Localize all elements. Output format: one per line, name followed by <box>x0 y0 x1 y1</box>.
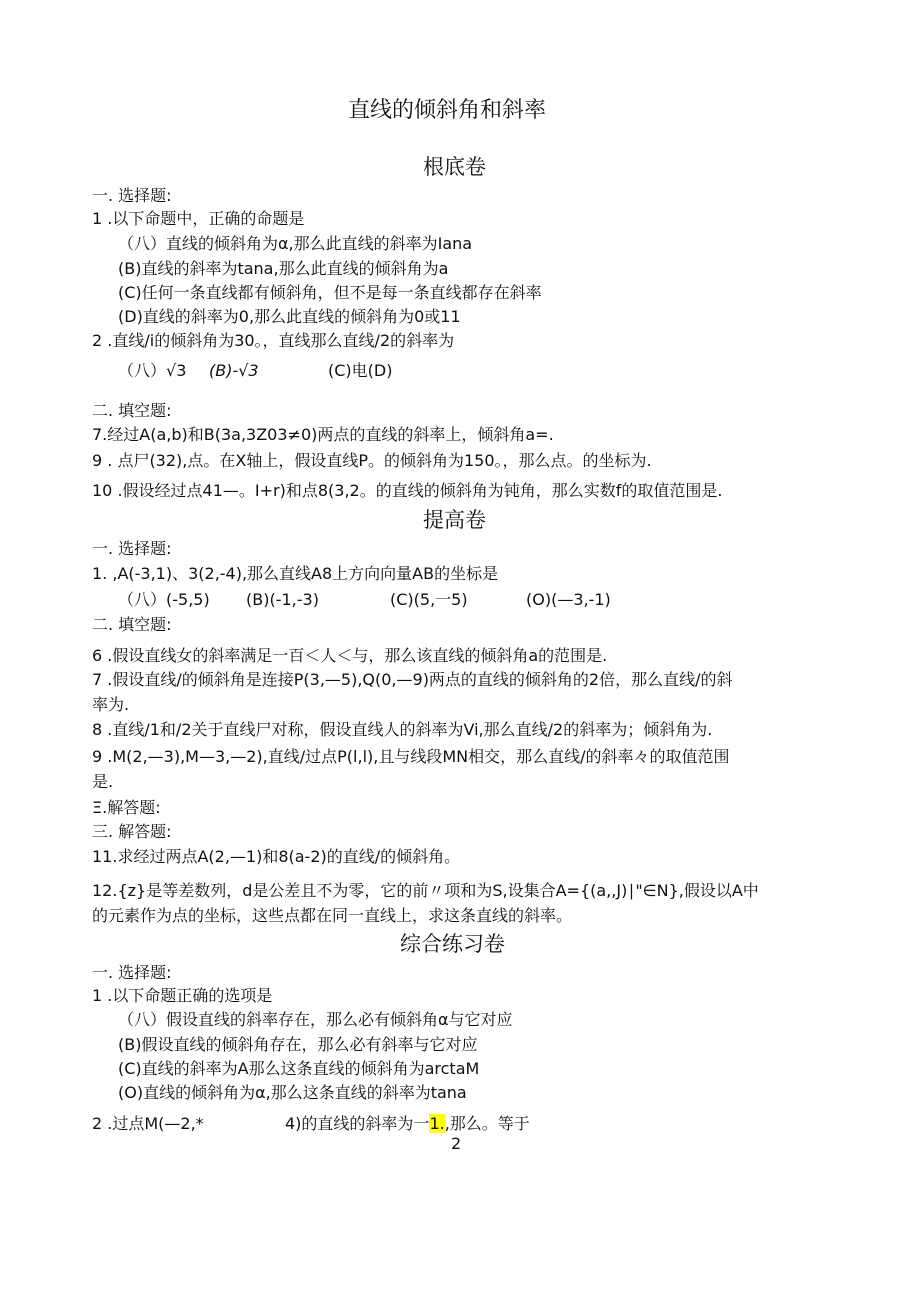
question-6: 6 .假设直线女的斜率满足一百＜人＜与，那么该直线的倾斜角a的范围是. <box>92 646 608 665</box>
question-7-line-2: 率为. <box>92 695 130 714</box>
fraction-denominator: 2 <box>451 1134 462 1153</box>
part-heading: Ξ.解答题: <box>92 798 161 817</box>
question-9: 9 . 点尸(32),点。在X轴上，假设直线P。的倾斜角为150。，那么点。的坐标为. <box>92 451 652 470</box>
option-c-d: (C)电(D) <box>328 361 393 380</box>
question-8: 8 .直线/1和/2关于直线尸对称，假设直线人的斜率为Vi,那么直线/2的斜率为；倾斜角为. <box>92 720 713 739</box>
section-heading-comprehensive: 综合练习卷 <box>400 932 505 956</box>
question-2: 2 .直线/i的倾斜角为30。，直线那么直线/2的斜率为 <box>92 331 455 350</box>
option-a: （八）√3 <box>118 361 187 380</box>
option-d: (O)(—3,-1) <box>526 590 611 609</box>
part-heading: 一. 选择题: <box>92 186 172 205</box>
part-heading: 一. 选择题: <box>92 539 172 558</box>
part-heading: 三. 解答题: <box>92 822 172 841</box>
part-heading: 一. 选择题: <box>92 963 172 982</box>
question-9-line-2: 是. <box>92 772 114 791</box>
question-12-line-1: 12.{z}是等差数列，d是公差且不为零，它的前〃项和为S,设集合A={(a,,J)∣"∈N},假设以A中 <box>92 881 759 900</box>
option-b: (B)-√3 <box>209 361 259 380</box>
option-a: （八）假设直线的斜率存在，那么必有倾斜角α与它对应 <box>118 1010 513 1029</box>
question-1: 1 .以下命题正确的选项是 <box>92 986 273 1005</box>
question-7-line-1: 7 .假设直线/的倾斜角是连接P(3,—5),Q(0,—9)两点的直线的倾斜角的2倍，那么直线/的斜 <box>92 670 733 689</box>
option-a: （八）直线的倾斜角为α,那么此直线的斜率为Iana <box>118 234 473 253</box>
question-1: 1. ,A(-3,1)、3(2,-4),那么直线A8上方向向量AB的坐标是 <box>92 564 499 583</box>
question-2-part-2 <box>285 1113 530 1135</box>
section-heading-basic: 根底卷 <box>423 155 486 179</box>
option-d: (D)直线的斜率为0,那么此直线的倾斜角为0或11 <box>118 307 461 326</box>
question-12-line-2: 的元素作为点的坐标，这些点都在同一直线上，求这条直线的斜率。 <box>92 906 573 925</box>
section-heading-advanced: 提高卷 <box>423 508 486 532</box>
question-9-line-1: 9 .M(2,—3),M—3,—2),直线/过点P(l,l),且与线段MN相交，那么直线/的斜率々的取值范围 <box>92 747 730 766</box>
question-10: 10 .假设经过点41—。I+r)和点8(3,2。的直线的倾斜角为钝角，那么实数f的取值范围是. <box>92 481 723 500</box>
question-11: 11.求经过两点A(2,—1)和8(a-2)的直线/的倾斜角。 <box>92 847 461 866</box>
highlighted-text: 1. <box>429 1114 445 1133</box>
part-heading: 二. 填空题: <box>92 615 172 634</box>
question-2-part-1: 2 .过点M(—2,* <box>92 1114 204 1133</box>
option-c: (C)(5,一5) <box>390 590 468 609</box>
question-2-text: 4)的直线的斜率为一 <box>285 1114 430 1133</box>
option-d: (O)直线的倾斜角为α,那么这条直线的斜率为tana <box>118 1083 467 1102</box>
option-a: （八）(-5,5) <box>118 590 210 609</box>
part-heading: 二. 填空题: <box>92 401 172 420</box>
option-b: (B)(-1,-3) <box>246 590 319 609</box>
question-7: 7.经过A(a,b)和B(3a,3Z03≠0)两点的直线的斜率上，倾斜角a=. <box>92 425 554 444</box>
question-1: 1 .以下命题中，正确的命题是 <box>92 209 305 228</box>
option-b: (B)假设直线的倾斜角存在，那么必有斜率与它对应 <box>118 1035 478 1054</box>
document-title: 直线的倾斜角和斜率 <box>348 98 547 123</box>
option-c: (C)直线的斜率为A那么这条直线的倾斜角为arctaM <box>118 1059 480 1078</box>
option-c: (C)任何一条直线都有倾斜角，但不是每一条直线都存在斜率 <box>118 283 542 302</box>
option-b: (B)直线的斜率为tana,那么此直线的倾斜角为a <box>118 259 449 278</box>
question-2-tail: ,那么。等于 <box>444 1114 530 1133</box>
